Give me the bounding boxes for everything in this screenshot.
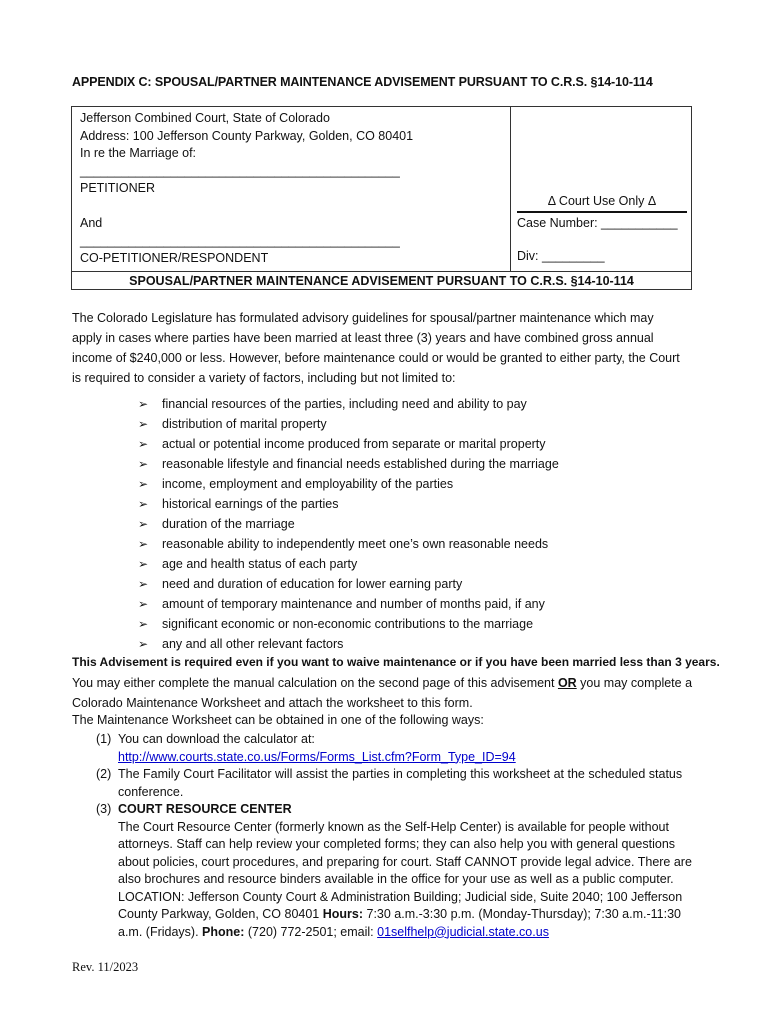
arrow-bullet-icon: ➢ xyxy=(138,637,149,651)
case-caption-box xyxy=(71,106,692,290)
hours-label: Hours: xyxy=(322,907,364,921)
options-text-b: you may complete a Colorado Maintenance Worksheet and attach the worksheet to this form. xyxy=(72,676,693,710)
factor-item xyxy=(138,554,559,574)
factor-item xyxy=(138,614,559,634)
factor-item xyxy=(138,514,559,534)
factor-text: any and all other relevant factors xyxy=(162,637,344,651)
division-field: Div: _________ xyxy=(517,249,605,263)
court-use-only-label: Δ Court Use Only Δ xyxy=(517,194,687,213)
factor-item xyxy=(138,474,559,494)
factor-item xyxy=(138,594,559,614)
court-name: Jefferson Combined Court, State of Colorado xyxy=(80,111,330,125)
factor-text: distribution of marital property xyxy=(162,417,327,431)
in-re-label: In re the Marriage of: xyxy=(80,146,197,160)
required-note: This Advisement is required even if you want to waive maintenance or if you have been married less than 3 years. xyxy=(72,655,720,669)
factor-text: historical earnings of the parties xyxy=(162,497,339,511)
resource-center-text: The Court Resource Center (formerly known as the Self-Help Center) is available for people without attorneys. Staff can help review your completed forms; they can also help you with general questions about policies, court procedures, and preparing for court. Staff CANNOT provide legal advice. There are also brochures and resource binders available in the office for your use as well as a public computer. LOCATION: Jefferson County Court & Administration Building; Judicial side, Suite 2040; 100 Jefferson County Parkway, Golden, CO 80401 xyxy=(118,819,692,921)
factor-text: duration of the marriage xyxy=(162,517,295,531)
arrow-bullet-icon: ➢ xyxy=(138,537,149,551)
phone-label: Phone: xyxy=(202,924,245,939)
caption-title: SPOUSAL/PARTNER MAINTENANCE ADVISEMENT PURSUANT TO C.R.S. §14-10-114 xyxy=(72,271,691,290)
arrow-bullet-icon: ➢ xyxy=(138,577,149,591)
factor-text: age and health status of each party xyxy=(162,557,358,571)
factor-text: reasonable lifestyle and financial needs established during the marriage xyxy=(162,457,559,471)
court-address: Address: 100 Jefferson County Parkway, Golden, CO 80401 xyxy=(80,128,414,143)
arrow-bullet-icon: ➢ xyxy=(138,397,149,411)
options-text-a: You may either complete the manual calculation on the second page of this advisement xyxy=(72,676,558,690)
resource-center-title: COURT RESOURCE CENTER xyxy=(118,802,292,816)
way-2-text: The Family Court Facilitator will assist the parties in completing this worksheet at the scheduled status conference. xyxy=(118,767,683,799)
caption-parties xyxy=(72,107,511,271)
arrow-bullet-icon: ➢ xyxy=(138,617,149,631)
petitioner-label: PETITIONER xyxy=(80,181,156,195)
arrow-bullet-icon: ➢ xyxy=(138,557,149,571)
email-link[interactable]: 01selfhelp@judicial.state.co.us xyxy=(377,924,549,939)
copetitioner-label: CO-PETITIONER/RESPONDENT xyxy=(80,251,269,265)
arrow-bullet-icon: ➢ xyxy=(138,497,149,511)
factor-item xyxy=(138,634,559,654)
factor-text: need and duration of education for lower earning party xyxy=(162,577,463,591)
way-number: (2) xyxy=(96,767,112,781)
factor-text: significant economic or non-economic contributions to the marriage xyxy=(162,617,534,631)
factor-text: actual or potential income produced from separate or marital property xyxy=(162,437,546,451)
factor-item xyxy=(138,414,559,434)
arrow-bullet-icon: ➢ xyxy=(138,437,149,451)
or-emphasis: OR xyxy=(557,676,577,690)
way-item-2 xyxy=(96,766,706,801)
factor-item xyxy=(138,574,559,594)
worksheet-intro: The Maintenance Worksheet can be obtained in one of the following ways: xyxy=(72,713,484,727)
hours-text: 7:30 a.m.-3:30 p.m. (Monday-Thursday); 7:30 a.m.-11:30 a.m. (Fridays). xyxy=(118,907,681,939)
factor-item xyxy=(138,454,559,474)
factor-text: income, employment and employability of the parties xyxy=(162,477,454,491)
worksheet-ways-list xyxy=(96,731,706,941)
way-1-text: You can download the calculator at: xyxy=(118,732,315,746)
options-paragraph xyxy=(72,673,702,713)
way-number: (1) xyxy=(96,732,112,746)
arrow-bullet-icon: ➢ xyxy=(138,597,149,611)
case-number-field: Case Number: ___________ xyxy=(517,216,678,230)
way-number: (3) xyxy=(96,802,112,816)
factor-text: reasonable ability to independently meet one’s own reasonable needs xyxy=(162,537,549,551)
phone-text: (720) 772-2501; email: xyxy=(244,924,378,939)
calculator-link[interactable]: http://www.courts.state.co.us/Forms/Forms_List.cfm?Form_Type_ID=94 xyxy=(118,749,516,764)
page-heading: APPENDIX C: SPOUSAL/PARTNER MAINTENANCE ADVISEMENT PURSUANT TO C.R.S. §14-10-114 xyxy=(72,75,653,89)
factor-item xyxy=(138,494,559,514)
arrow-bullet-icon: ➢ xyxy=(138,457,149,471)
factor-text: amount of temporary maintenance and number of months paid, if any xyxy=(162,597,545,611)
factor-list xyxy=(138,394,559,654)
factor-item xyxy=(138,434,559,454)
caption-court-use xyxy=(511,107,691,271)
factor-item xyxy=(138,394,559,414)
arrow-bullet-icon: ➢ xyxy=(138,477,149,491)
arrow-bullet-icon: ➢ xyxy=(138,517,149,531)
intro-paragraph: The Colorado Legislature has formulated advisory guidelines for spousal/partner maintenance which may apply in cases where parties have been married at least three (3) years and have combined gross annual income of $240,000 or less. However, before maintenance could or would be granted to either party, the Court is required to consider a variety of factors, including but not limited to: xyxy=(72,311,680,385)
way-item-3 xyxy=(96,801,706,941)
revision-date: Rev. 11/2023 xyxy=(72,960,139,974)
resource-center-body xyxy=(118,819,706,942)
and-label: And xyxy=(80,216,103,230)
arrow-bullet-icon: ➢ xyxy=(138,417,149,431)
copetitioner-blank: ______________________________________________ xyxy=(80,233,400,248)
factor-item xyxy=(138,534,559,554)
way-item-1 xyxy=(96,731,706,766)
factor-text: financial resources of the parties, including need and ability to pay xyxy=(162,397,527,411)
petitioner-blank: ______________________________________________ xyxy=(80,163,400,178)
